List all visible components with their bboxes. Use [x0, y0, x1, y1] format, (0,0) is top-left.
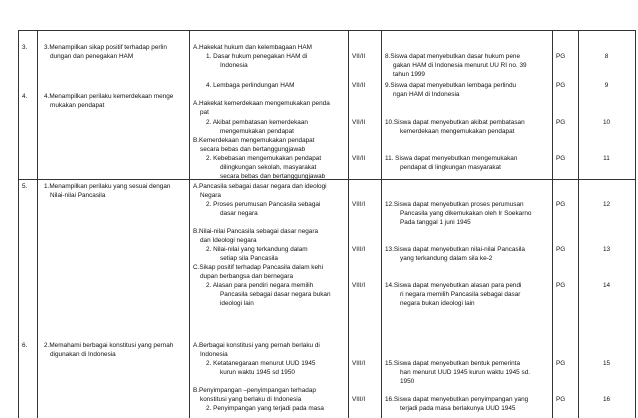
materi-item: secara bebas dan bertanggungjawab	[220, 173, 326, 180]
materi-heading: B.Kemerdekaan mengemukakan pendapat	[193, 137, 315, 144]
row-border	[18, 30, 636, 31]
indikator: Pancasila yang dikemukakan oleh Ir Soekarno	[400, 210, 532, 217]
col-border	[37, 30, 38, 418]
materi-heading: A.Berbagai konstitusi yang pernah berlaku di	[193, 342, 320, 349]
indikator: terjadi pada masa berlakunya UUD 1945	[400, 405, 516, 412]
materi-heading: A.Hakekat kemerdekaan mengemukakan penda	[193, 100, 330, 107]
materi-item: Pancasila sebagai dasar negara bukan	[220, 291, 331, 298]
indikator: negara bukan ideologi lain	[400, 300, 475, 307]
materi-item: dasar negara	[220, 210, 258, 217]
row-number: 6.	[22, 342, 28, 349]
nomor-soal: 8	[604, 53, 609, 60]
indikator: ngan HAM di Indonesia	[393, 91, 460, 98]
indikator: 13.Siswa dapat menyebutkan nilai-nilai Pancasila	[385, 246, 525, 253]
kompetensi-dasar: mukakan pendapat	[50, 102, 105, 109]
indikator: Pada tanggal 1 juni 1945	[400, 219, 471, 226]
bentuk-soal: PG	[556, 119, 566, 126]
materi-item: setiap sila Pancasila	[220, 255, 278, 262]
kelas-semester: VII/II	[352, 53, 366, 60]
materi-heading: A.Pancasila sebagai dasar negara dan ideologi	[193, 183, 327, 190]
bentuk-soal: PG	[556, 246, 566, 253]
nomor-soal: 15	[602, 360, 611, 367]
nomor-soal: 16	[602, 396, 611, 403]
kelas-semester: VII/II	[352, 155, 366, 162]
materi-item: 2. Akibat pembatasan kemerdekaan	[206, 119, 308, 126]
materi-heading: B.Penyimpangan –penyimpangan terhadap	[193, 387, 316, 394]
col-border	[381, 30, 382, 418]
materi-heading: dan Ideologi negara	[200, 237, 257, 244]
kelas-semester: VIII/I	[352, 201, 366, 208]
materi-heading: B.Nilai-nilai Pancasila sebagai dasar negara	[193, 228, 319, 235]
materi-item: 2. Kebebasan mengemukakan pendapat	[206, 155, 322, 162]
materi-item: 2. Nilai-nilai yang terkandung dalam	[206, 246, 308, 253]
kelas-semester: VII/II	[352, 119, 366, 126]
indikator: 16.Siswa dapat menyebutkan penyimpangan yang	[385, 396, 529, 403]
materi-heading: dupan berbangsa dan bernegara	[200, 273, 294, 280]
col-border	[18, 30, 19, 418]
indikator: yang terkandung dalam sila ke-2	[400, 255, 493, 262]
kompetensi-dasar: 4.Menampilkan perilaku kemerdekaan menge	[44, 93, 174, 100]
kelas-semester: VII/II	[352, 82, 366, 89]
indikator: 15.Siswa dapat menyebutkan bentuk pemerinta	[385, 360, 520, 367]
indikator: 11. Siswa dapat menyebutkan mengemukakan	[385, 155, 518, 162]
nomor-soal: 13	[602, 246, 611, 253]
nomor-soal: 11	[603, 155, 610, 162]
materi-heading: konstitusi yang berlaku di Indonesia	[200, 396, 302, 403]
indikator: tahun 1999	[393, 71, 425, 78]
materi-heading: secara bebas dan bertanggungjawab	[200, 146, 306, 153]
bentuk-soal: PG	[556, 201, 566, 208]
nomor-soal: 14	[602, 282, 611, 289]
materi-item: 2. Ketatanegaraan menurut UUD 1945	[206, 360, 316, 367]
bentuk-soal: PG	[556, 155, 566, 162]
materi-heading: pat	[200, 109, 209, 116]
indikator: 8.Siswa dapat menyebutkan dasar hukum pene	[385, 53, 520, 60]
materi-item: 2. Proses perumusan Pancasila sebagai	[206, 201, 321, 208]
materi-heading: C.Sikap positif terhadap Pancasila dalam kehi	[193, 264, 324, 271]
kelas-semester: VIII/I	[352, 396, 366, 403]
kelas-semester: VIII/I	[352, 246, 366, 253]
col-border	[189, 30, 190, 418]
materi-item: 2. Alasan para pendiri negara memilih	[206, 282, 314, 289]
indikator: pendapat di lingkungan masyarakat	[400, 164, 501, 171]
materi-item: ideologi lain	[220, 300, 254, 307]
kompetensi-dasar: dungan dan penegakan HAM	[50, 53, 134, 60]
indikator: kemerdekaan mengemukakan pendapat	[400, 128, 515, 135]
nomor-soal: 9	[604, 82, 609, 89]
col-border	[635, 30, 636, 418]
bentuk-soal: PG	[556, 396, 566, 403]
indikator: gakan HAM di Indonesia menurut UU RI no. 39	[393, 62, 527, 69]
materi-item: Indonesia	[220, 62, 248, 69]
kompetensi-dasar: digunakan di Indonesia	[50, 351, 116, 358]
nomor-soal: 12	[602, 201, 611, 208]
indikator: 12.Siswa dapat menyebutkan proses perumusan	[385, 201, 524, 208]
indikator: 10.Siswa dapat menyebutkan akibat pembatasan	[385, 119, 525, 126]
kelas-semester: VIII/I	[352, 282, 366, 289]
bentuk-soal: PG	[556, 282, 566, 289]
col-border	[348, 30, 349, 418]
indikator: 14.Siswa dapat menyebutkan alasan para pendi	[385, 282, 522, 289]
nomor-soal: 10	[602, 119, 611, 126]
kompetensi-dasar: 3.Menampilkan sikap positif terhadap perlin	[44, 44, 167, 51]
materi-heading: Negara	[200, 192, 221, 199]
materi-item: mengemukakan pendapat	[220, 128, 294, 135]
materi-heading: A.Hakekat hukum dan kelembagaan HAM	[193, 44, 313, 51]
row-border	[18, 179, 636, 180]
indikator: 9.Siswa dapat menyebutkan lembaga perlindu	[385, 82, 517, 89]
materi-item: 2. Penyimpangan yang terjadi pada masa	[206, 405, 324, 412]
materi-item: kurun waktu 1945 sd 1950	[220, 369, 295, 376]
materi-heading: Indonesia	[200, 351, 228, 358]
materi-item: 4. Lembaga perlindungan HAM	[206, 82, 295, 89]
indikator: 1950	[400, 378, 415, 385]
materi-item: 1. Dasar hukum penegakan HAM di	[206, 53, 308, 60]
col-border	[552, 30, 553, 418]
kompetensi-dasar: Nilai-nilai Pancasila	[50, 192, 106, 199]
row-number: 5.	[22, 183, 28, 190]
bentuk-soal: PG	[556, 82, 566, 89]
bentuk-soal: PG	[556, 53, 566, 60]
kelas-semester: VIII/I	[352, 360, 366, 367]
row-number: 4.	[22, 93, 28, 100]
indikator: han menurut UUD 1945 kurun waktu 1945 sd.	[400, 369, 531, 376]
row-number: 3.	[22, 44, 28, 51]
indikator: ri negara memilih Pancasila sebagai dasar	[400, 291, 521, 298]
kompetensi-dasar: 1.Menampilkan perilaku yang sesuai dengan	[44, 183, 171, 190]
bentuk-soal: PG	[556, 360, 566, 367]
materi-item: dilingkungan sekolah, masyarakat	[220, 164, 317, 171]
kompetensi-dasar: 2.Memahami berbagai konstitusi yang pernah	[44, 342, 174, 349]
